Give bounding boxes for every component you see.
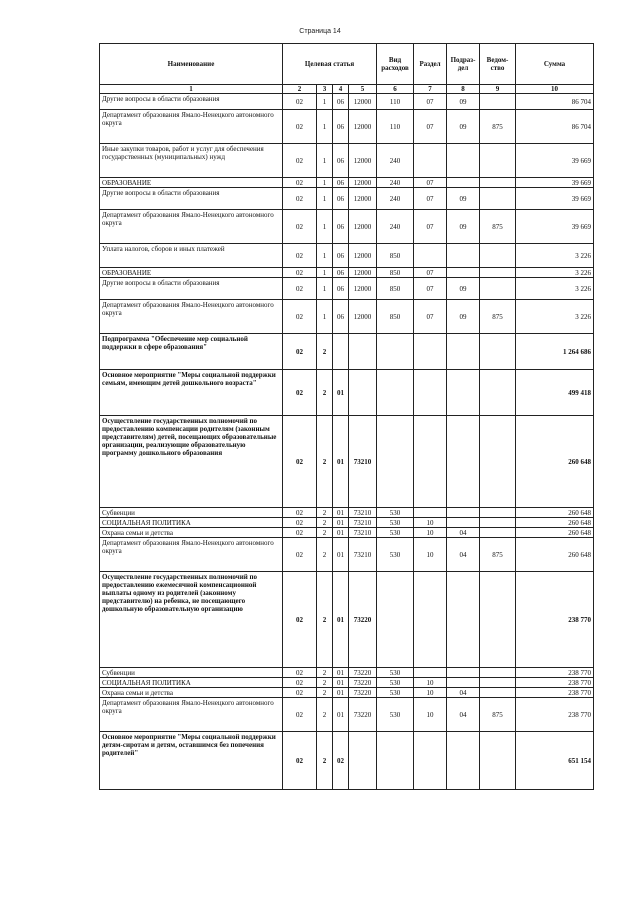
cell-subsection: [447, 178, 480, 188]
cell-direction: [349, 334, 377, 370]
cell-subprogram: 2: [317, 678, 333, 688]
cell-event: 06: [333, 94, 349, 110]
cell-department: [480, 518, 516, 528]
cell-department: [480, 370, 516, 416]
column-number: 9: [480, 85, 516, 94]
column-number: 8: [447, 85, 480, 94]
cell-section: [414, 244, 447, 268]
cell-expense-type: [377, 732, 414, 790]
cell-name: Основное мероприятие "Меры социальной поддержки семьям, имеющим детей дошкольного возраста": [100, 370, 283, 416]
cell-event: 06: [333, 144, 349, 178]
cell-name: Основное мероприятие "Меры социальной поддержки детям-сиротам и детям, оставшимся без попечения родителей": [100, 732, 283, 790]
cell-sum: 39 669: [516, 210, 594, 244]
cell-event: 06: [333, 210, 349, 244]
cell-name: Департамент образования Ямало-Ненецкого автономного округа: [100, 538, 283, 572]
cell-direction: 73210: [349, 538, 377, 572]
cell-event: 06: [333, 268, 349, 278]
cell-program: 02: [283, 538, 317, 572]
cell-event: 01: [333, 538, 349, 572]
cell-section: 10: [414, 538, 447, 572]
cell-expense-type: [377, 334, 414, 370]
cell-program: 02: [283, 244, 317, 268]
cell-program: 02: [283, 732, 317, 790]
header-expense-type: Вид расходов: [377, 44, 414, 85]
table-row: [100, 300, 594, 334]
cell-name: Другие вопросы в области образования: [100, 94, 283, 110]
header-target-article: Целевая статья: [283, 44, 377, 85]
cell-department: [480, 94, 516, 110]
cell-direction: 12000: [349, 278, 377, 300]
cell-section: [414, 334, 447, 370]
cell-expense-type: 240: [377, 144, 414, 178]
cell-department: 875: [480, 210, 516, 244]
table-row: [100, 538, 594, 572]
cell-sum: 651 154: [516, 732, 594, 790]
cell-department: [480, 508, 516, 518]
cell-subsection: [447, 144, 480, 178]
column-number: 3: [317, 85, 333, 94]
cell-name: Охрана семьи и детства: [100, 688, 283, 698]
cell-expense-type: 850: [377, 300, 414, 334]
table-row: [100, 110, 594, 144]
cell-direction: 73220: [349, 572, 377, 668]
cell-event: 01: [333, 518, 349, 528]
cell-subprogram: 1: [317, 278, 333, 300]
cell-expense-type: 110: [377, 110, 414, 144]
column-number-row: [100, 85, 594, 94]
header-subsection: Подраз-дел: [447, 44, 480, 85]
cell-department: 875: [480, 300, 516, 334]
cell-section: [414, 370, 447, 416]
cell-section: [414, 508, 447, 518]
header-sum: Сумма: [516, 44, 594, 85]
cell-sum: 39 669: [516, 144, 594, 178]
table-row: [100, 416, 594, 508]
cell-expense-type: 530: [377, 518, 414, 528]
cell-event: 06: [333, 300, 349, 334]
cell-expense-type: 850: [377, 278, 414, 300]
cell-expense-type: 530: [377, 668, 414, 678]
cell-department: [480, 668, 516, 678]
cell-expense-type: 530: [377, 698, 414, 732]
cell-subsection: [447, 508, 480, 518]
cell-subsection: 09: [447, 110, 480, 144]
cell-name: Уплата налогов, сборов и иных платежей: [100, 244, 283, 268]
cell-expense-type: 240: [377, 178, 414, 188]
header-name: Наименование: [100, 44, 283, 85]
cell-name: Субвенции: [100, 668, 283, 678]
cell-name: Другие вопросы в области образования: [100, 278, 283, 300]
cell-sum: 86 704: [516, 110, 594, 144]
cell-subsection: 04: [447, 688, 480, 698]
cell-direction: 73220: [349, 668, 377, 678]
cell-event: 01: [333, 416, 349, 508]
cell-event: 01: [333, 678, 349, 688]
page-label: Страница 14: [299, 28, 341, 35]
table-row: [100, 178, 594, 188]
cell-subprogram: 1: [317, 110, 333, 144]
table-row: [100, 518, 594, 528]
cell-direction: 73210: [349, 528, 377, 538]
cell-subprogram: 2: [317, 538, 333, 572]
table-row: [100, 688, 594, 698]
cell-direction: 12000: [349, 300, 377, 334]
cell-direction: 12000: [349, 178, 377, 188]
cell-subsection: [447, 268, 480, 278]
cell-section: 07: [414, 300, 447, 334]
cell-department: 875: [480, 698, 516, 732]
cell-sum: 260 648: [516, 508, 594, 518]
cell-subprogram: 2: [317, 334, 333, 370]
table-row: [100, 188, 594, 210]
cell-name: Подпрограмма "Обеспечение мер социальной поддержки в сфере образования": [100, 334, 283, 370]
cell-section: 10: [414, 518, 447, 528]
cell-sum: 3 226: [516, 278, 594, 300]
table-row: [100, 210, 594, 244]
cell-subsection: [447, 572, 480, 668]
cell-sum: 238 770: [516, 688, 594, 698]
cell-subsection: 04: [447, 528, 480, 538]
table-row: [100, 668, 594, 678]
cell-expense-type: [377, 572, 414, 668]
cell-subsection: [447, 244, 480, 268]
cell-event: 06: [333, 178, 349, 188]
cell-section: 07: [414, 268, 447, 278]
table-row: [100, 334, 594, 370]
cell-sum: 238 770: [516, 698, 594, 732]
cell-name: Департамент образования Ямало-Ненецкого автономного округа: [100, 300, 283, 334]
cell-expense-type: 530: [377, 688, 414, 698]
cell-section: [414, 572, 447, 668]
cell-expense-type: 240: [377, 210, 414, 244]
column-number: 6: [377, 85, 414, 94]
cell-name: СОЦИАЛЬНАЯ ПОЛИТИКА: [100, 678, 283, 688]
cell-program: 02: [283, 508, 317, 518]
cell-name: Осуществление государственных полномочий по предоставлению компенсации родителям (законным представителям) детей, посещающих образовательные организации, реализующие образовательную программу дошкольного образования: [100, 416, 283, 508]
table-row: [100, 144, 594, 178]
cell-direction: 73210: [349, 508, 377, 518]
cell-sum: 3 226: [516, 268, 594, 278]
cell-section: [414, 732, 447, 790]
cell-sum: 86 704: [516, 94, 594, 110]
cell-department: [480, 416, 516, 508]
cell-department: 875: [480, 110, 516, 144]
cell-expense-type: [377, 370, 414, 416]
cell-sum: 238 770: [516, 572, 594, 668]
cell-section: 07: [414, 178, 447, 188]
cell-direction: 73220: [349, 688, 377, 698]
cell-subprogram: 1: [317, 178, 333, 188]
cell-section: 07: [414, 210, 447, 244]
header-department: Ведом-ство: [480, 44, 516, 85]
cell-section: 10: [414, 698, 447, 732]
cell-direction: 12000: [349, 144, 377, 178]
cell-direction: 73220: [349, 698, 377, 732]
cell-event: 02: [333, 732, 349, 790]
table-row: [100, 678, 594, 688]
cell-subprogram: 2: [317, 370, 333, 416]
cell-expense-type: 850: [377, 268, 414, 278]
cell-sum: 260 648: [516, 538, 594, 572]
header-section: Раздел: [414, 44, 447, 85]
cell-expense-type: 850: [377, 244, 414, 268]
cell-name: Осуществление государственных полномочий по предоставлению ежемесячной компенсационной выплаты одному из родителей (законному представителю) на ребенка, не посещающего дошкольную образовательную организацию: [100, 572, 283, 668]
table-row: [100, 572, 594, 668]
cell-program: 02: [283, 188, 317, 210]
cell-subsection: 09: [447, 188, 480, 210]
cell-department: [480, 678, 516, 688]
cell-program: 02: [283, 678, 317, 688]
table-row: [100, 244, 594, 268]
cell-program: 02: [283, 698, 317, 732]
cell-direction: 12000: [349, 110, 377, 144]
cell-expense-type: 530: [377, 508, 414, 518]
cell-expense-type: 530: [377, 678, 414, 688]
cell-direction: 73210: [349, 518, 377, 528]
cell-department: [480, 188, 516, 210]
table-row: [100, 528, 594, 538]
cell-subprogram: 2: [317, 518, 333, 528]
cell-event: 06: [333, 278, 349, 300]
cell-section: 07: [414, 188, 447, 210]
cell-section: 07: [414, 110, 447, 144]
column-number: 2: [283, 85, 317, 94]
cell-subprogram: 1: [317, 300, 333, 334]
cell-program: 02: [283, 416, 317, 508]
cell-name: Субвенции: [100, 508, 283, 518]
column-number: 4: [333, 85, 349, 94]
cell-program: 02: [283, 518, 317, 528]
cell-subprogram: 1: [317, 94, 333, 110]
cell-sum: 260 648: [516, 416, 594, 508]
cell-subprogram: 1: [317, 144, 333, 178]
cell-subprogram: 2: [317, 508, 333, 518]
cell-direction: 12000: [349, 94, 377, 110]
cell-subsection: 04: [447, 538, 480, 572]
cell-program: 02: [283, 668, 317, 678]
cell-name: ОБРАЗОВАНИЕ: [100, 268, 283, 278]
cell-program: 02: [283, 688, 317, 698]
cell-program: 02: [283, 300, 317, 334]
cell-direction: 73220: [349, 678, 377, 688]
cell-sum: 39 669: [516, 188, 594, 210]
cell-sum: 260 648: [516, 528, 594, 538]
cell-program: 02: [283, 268, 317, 278]
cell-department: [480, 528, 516, 538]
table-row: [100, 732, 594, 790]
cell-name: Другие вопросы в области образования: [100, 188, 283, 210]
cell-program: 02: [283, 144, 317, 178]
cell-program: 02: [283, 94, 317, 110]
cell-subsection: 09: [447, 94, 480, 110]
cell-subprogram: 2: [317, 698, 333, 732]
column-number: 10: [516, 85, 594, 94]
cell-program: 02: [283, 110, 317, 144]
cell-event: 01: [333, 508, 349, 518]
cell-subprogram: 2: [317, 416, 333, 508]
cell-subsection: [447, 334, 480, 370]
cell-subprogram: 1: [317, 268, 333, 278]
cell-sum: 238 770: [516, 678, 594, 688]
cell-subsection: [447, 732, 480, 790]
cell-section: 10: [414, 528, 447, 538]
cell-subprogram: 2: [317, 668, 333, 678]
cell-subsection: 04: [447, 698, 480, 732]
cell-department: [480, 688, 516, 698]
table-row: [100, 508, 594, 518]
cell-name: Департамент образования Ямало-Ненецкого автономного округа: [100, 210, 283, 244]
cell-department: [480, 572, 516, 668]
budget-table: [99, 43, 594, 790]
cell-subprogram: 1: [317, 188, 333, 210]
cell-name: Департамент образования Ямало-Ненецкого автономного округа: [100, 110, 283, 144]
table-row: [100, 278, 594, 300]
cell-department: [480, 334, 516, 370]
header-row: [100, 44, 594, 85]
cell-department: [480, 144, 516, 178]
cell-program: 02: [283, 334, 317, 370]
cell-subprogram: 1: [317, 210, 333, 244]
cell-subprogram: 2: [317, 688, 333, 698]
cell-subprogram: 2: [317, 732, 333, 790]
cell-department: 875: [480, 538, 516, 572]
cell-program: 02: [283, 278, 317, 300]
cell-subprogram: 2: [317, 528, 333, 538]
cell-subsection: 09: [447, 278, 480, 300]
cell-section: 07: [414, 94, 447, 110]
cell-subsection: [447, 668, 480, 678]
cell-event: 01: [333, 370, 349, 416]
cell-direction: [349, 370, 377, 416]
table-row: [100, 268, 594, 278]
cell-subsection: [447, 518, 480, 528]
cell-section: [414, 144, 447, 178]
cell-subsection: [447, 678, 480, 688]
cell-sum: 39 669: [516, 178, 594, 188]
cell-sum: 3 226: [516, 244, 594, 268]
cell-subsection: [447, 370, 480, 416]
column-number: 5: [349, 85, 377, 94]
cell-event: 06: [333, 244, 349, 268]
cell-name: Охрана семьи и детства: [100, 528, 283, 538]
cell-event: 01: [333, 668, 349, 678]
cell-expense-type: 110: [377, 94, 414, 110]
cell-section: 07: [414, 278, 447, 300]
cell-section: [414, 668, 447, 678]
cell-name: СОЦИАЛЬНАЯ ПОЛИТИКА: [100, 518, 283, 528]
cell-event: 01: [333, 688, 349, 698]
cell-program: 02: [283, 572, 317, 668]
cell-direction: 12000: [349, 244, 377, 268]
column-number: 1: [100, 85, 283, 94]
cell-program: 02: [283, 370, 317, 416]
cell-subprogram: 1: [317, 244, 333, 268]
cell-expense-type: 530: [377, 528, 414, 538]
table-body: [100, 94, 594, 790]
cell-department: [480, 278, 516, 300]
cell-program: 02: [283, 528, 317, 538]
cell-event: 06: [333, 188, 349, 210]
table-row: [100, 698, 594, 732]
cell-event: 01: [333, 528, 349, 538]
column-number: 7: [414, 85, 447, 94]
cell-expense-type: 530: [377, 538, 414, 572]
cell-sum: 1 264 686: [516, 334, 594, 370]
cell-department: [480, 244, 516, 268]
cell-name: ОБРАЗОВАНИЕ: [100, 178, 283, 188]
cell-name: Иные закупки товаров, работ и услуг для обеспечения государственных (муниципальных) нужд: [100, 144, 283, 178]
cell-expense-type: 240: [377, 188, 414, 210]
cell-sum: 260 648: [516, 518, 594, 528]
cell-subsection: 09: [447, 210, 480, 244]
cell-event: [333, 334, 349, 370]
cell-subsection: 09: [447, 300, 480, 334]
cell-direction: [349, 732, 377, 790]
cell-direction: 12000: [349, 268, 377, 278]
table-row: [100, 370, 594, 416]
cell-direction: 12000: [349, 188, 377, 210]
cell-section: 10: [414, 688, 447, 698]
table-row: [100, 94, 594, 110]
cell-program: 02: [283, 178, 317, 188]
cell-direction: 12000: [349, 210, 377, 244]
cell-subsection: [447, 416, 480, 508]
cell-program: 02: [283, 210, 317, 244]
cell-department: [480, 268, 516, 278]
cell-subprogram: 2: [317, 572, 333, 668]
cell-department: [480, 178, 516, 188]
cell-section: 10: [414, 678, 447, 688]
cell-name: Департамент образования Ямало-Ненецкого автономного округа: [100, 698, 283, 732]
cell-event: 01: [333, 572, 349, 668]
cell-event: 01: [333, 698, 349, 732]
cell-event: 06: [333, 110, 349, 144]
cell-sum: 499 418: [516, 370, 594, 416]
cell-direction: 73210: [349, 416, 377, 508]
cell-expense-type: [377, 416, 414, 508]
cell-sum: 238 770: [516, 668, 594, 678]
cell-section: [414, 416, 447, 508]
cell-department: [480, 732, 516, 790]
cell-sum: 3 226: [516, 300, 594, 334]
